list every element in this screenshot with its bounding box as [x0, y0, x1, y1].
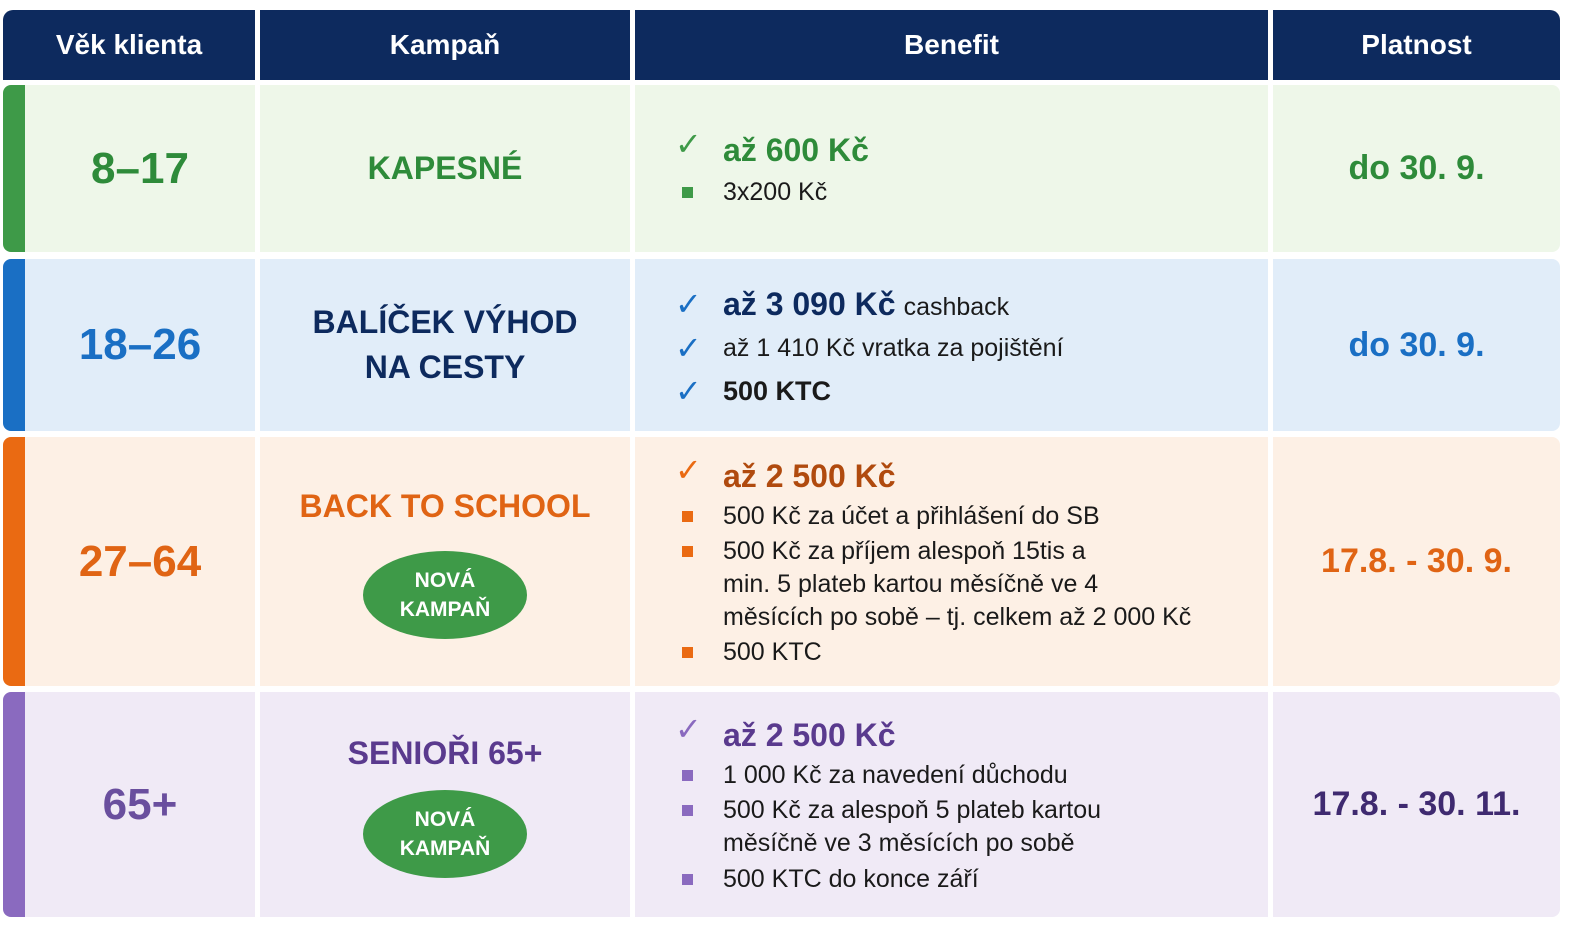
- benefit-item: [675, 332, 1235, 365]
- header-benefit-label: Benefit: [904, 29, 999, 60]
- campaign-name: [348, 731, 543, 776]
- benefit-cell: [635, 259, 1268, 431]
- header-validity: [1273, 10, 1560, 80]
- age-cell: [25, 259, 255, 431]
- check-icon: ✓: [675, 373, 702, 409]
- bullet-square-icon: [682, 647, 693, 658]
- benefit-item: [675, 500, 1235, 533]
- campaign-cell: [260, 692, 630, 917]
- benefit-text: 500 KTC do konce září: [723, 865, 979, 893]
- benefit-item: [675, 636, 1235, 669]
- header-age: [3, 10, 255, 80]
- age-value: 18–26: [78, 320, 202, 369]
- check-icon: ✓: [675, 452, 702, 488]
- benefit-text-line: měsíčně ve 3 měsících po sobě: [723, 829, 1075, 857]
- benefit-item: [675, 375, 1235, 408]
- validity-cell: [1273, 692, 1560, 917]
- benefit-item: [675, 863, 1235, 896]
- table-row-18-26: [3, 259, 1560, 431]
- validity-value: do 30. 9.: [1348, 325, 1485, 364]
- check-icon: ✓: [675, 285, 702, 322]
- benefit-text: 500 Kč za alespoň 5 plateb kartou: [723, 796, 1102, 824]
- benefit-item: [675, 176, 1235, 209]
- check-icon: ✓: [675, 711, 702, 747]
- benefit-text: 500 Kč za účet a přihlášení do SB: [723, 502, 1100, 530]
- bullet-square-icon: [682, 546, 693, 557]
- benefit-text-line: měsících po sobě – tj. celkem až 2 000 Kč: [723, 603, 1192, 631]
- campaign-line: KAPESNÉ: [367, 150, 523, 187]
- campaign-name: [313, 300, 578, 390]
- bullet-square-icon: [682, 805, 693, 816]
- benefit-text: 500 Kč za příjem alespoň 15tis a: [723, 537, 1086, 565]
- table-row-27-64: [3, 437, 1560, 686]
- benefit-list: [635, 128, 1235, 209]
- age-cell: [25, 692, 255, 917]
- validity-value: 17.8. - 30. 11.: [1312, 785, 1521, 823]
- benefit-item: [675, 713, 1235, 757]
- benefit-main: až 600 Kč: [723, 132, 869, 168]
- campaign-name: [368, 146, 523, 191]
- benefit-list: [635, 282, 1235, 408]
- age-value: 8–17: [91, 143, 189, 193]
- validity-cell: [1273, 85, 1560, 252]
- validity-cell: [1273, 437, 1560, 686]
- benefit-suffix: cashback: [903, 293, 1010, 321]
- benefit-text: 500 KTC: [723, 638, 822, 666]
- check-icon: ✓: [675, 126, 702, 162]
- bullet-square-icon: [682, 874, 693, 885]
- validity-cell: [1273, 259, 1560, 431]
- benefit-item: [675, 128, 1235, 172]
- campaign-line: SENIOŘI 65+: [347, 735, 543, 772]
- header-age-label: Věk klienta: [55, 29, 203, 60]
- age-cell: [25, 437, 255, 686]
- benefit-text: 500 KTC: [723, 376, 832, 406]
- campaign-cell: [260, 437, 630, 686]
- row-accent: [3, 259, 25, 431]
- campaign-cell: [260, 85, 630, 252]
- campaign-line: NA CESTY: [364, 349, 526, 385]
- benefit-cell: [635, 692, 1268, 917]
- badge-line: KAMPAŇ: [399, 836, 491, 860]
- badge-line: NOVÁ: [414, 807, 476, 831]
- benefit-main: až 2 500 Kč: [723, 458, 896, 494]
- benefit-list: [635, 454, 1235, 669]
- benefit-item: [675, 454, 1235, 498]
- bullet-square-icon: [682, 511, 693, 522]
- validity-value: do 30. 9.: [1348, 149, 1485, 187]
- validity-value: 17.8. - 30. 9.: [1321, 542, 1512, 580]
- header-campaign: [260, 10, 630, 80]
- benefit-text: 1 000 Kč za navedení důchodu: [723, 761, 1068, 789]
- row-accent: [3, 85, 25, 252]
- new-campaign-badge: [363, 790, 527, 878]
- benefit-text: 3x200 Kč: [723, 178, 828, 206]
- benefit-item: [675, 759, 1235, 792]
- row-accent: [3, 692, 25, 917]
- benefit-text-line: min. 5 plateb kartou měsíčně ve 4: [723, 570, 1099, 598]
- campaign-line: BALÍČEK VÝHOD: [312, 304, 578, 341]
- benefit-text: až 1 410 Kč vratka za pojištění: [723, 334, 1064, 362]
- benefit-main: až 3 090 Kč: [723, 286, 896, 322]
- header-benefit: [635, 10, 1268, 80]
- benefit-item: [675, 282, 1235, 326]
- campaign-cell: [260, 259, 630, 431]
- benefit-item: [675, 535, 1235, 634]
- benefit-main: až 2 500 Kč: [723, 717, 896, 753]
- header-validity-label: Platnost: [1361, 29, 1472, 60]
- campaign-line: BACK TO SCHOOL: [299, 488, 591, 525]
- age-value: 65+: [102, 779, 178, 829]
- benefit-list: [635, 713, 1235, 896]
- header-campaign-label: Kampaň: [389, 29, 501, 60]
- age-cell: [25, 85, 255, 252]
- benefit-item: [675, 794, 1235, 860]
- row-accent: [3, 437, 25, 686]
- check-icon: ✓: [675, 330, 702, 366]
- benefit-cell: [635, 437, 1268, 686]
- bullet-square-icon: [682, 187, 693, 198]
- table-row-65-plus: [3, 692, 1560, 917]
- table-row-8-17: [3, 85, 1560, 252]
- badge-line: NOVÁ: [414, 568, 476, 592]
- age-value: 27–64: [78, 536, 202, 586]
- new-campaign-badge: [363, 551, 527, 639]
- bullet-square-icon: [682, 770, 693, 781]
- badge-line: KAMPAŇ: [399, 597, 491, 621]
- benefit-cell: [635, 85, 1268, 252]
- campaign-name: [300, 484, 591, 529]
